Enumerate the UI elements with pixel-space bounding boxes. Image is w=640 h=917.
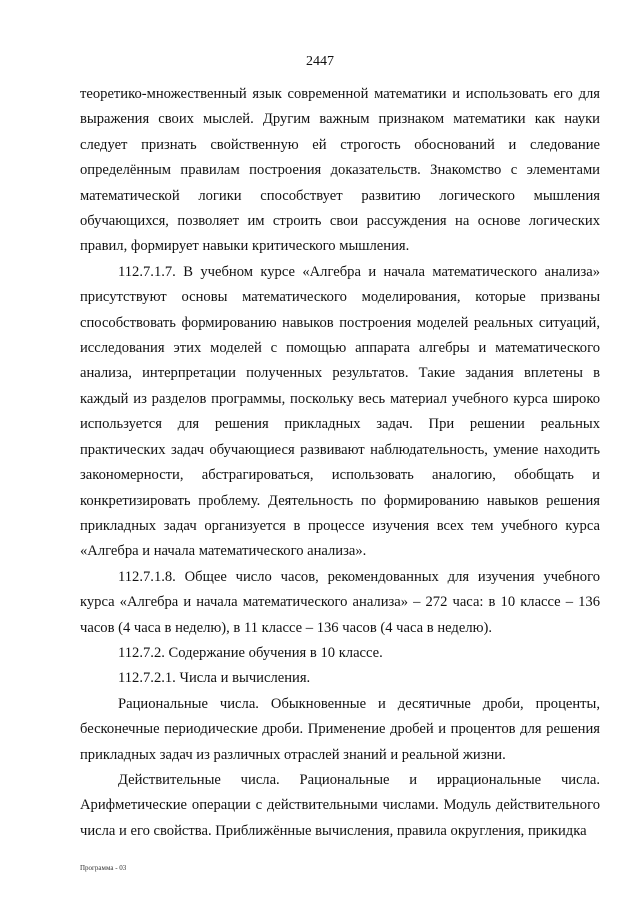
page-number: 2447: [306, 54, 334, 69]
heading-112-7-2: 112.7.2. Содержание обучения в 10 классе.: [118, 644, 383, 661]
footer-label: Программа - 03: [80, 864, 127, 872]
paragraph-continuation: теоретико-множественный язык современной математики и использовать его для выражения своих мыслей. Другим важным признаком математики как науки следует признать свойственную ей строгость обоснований и следование определённым правилам построения доказательств. Знакомство с элементами математической логики способствует развитию логического мышления обучающихся, позволяет им строить свои рассуждения на основе логических правил, формирует навыки критического мышления.: [80, 86, 600, 255]
paragraph-112-7-1-7: 112.7.1.7. В учебном курсе «Алгебра и начала математического анализа» присутствуют основы математического моделирования, которые призваны способствовать формированию навыков построения моделей реальных ситуаций, исследования этих моделей с помощью аппарата алгебры и математического анализа, интерпретации полученных результатов. Такие задания вплетены в каждый из разделов программы, поскольку весь материал учебного курса широко используется для решения прикладных задач. При решении реальных практических задач обучающиеся развивают наблюдательность, умение находить закономерности, абстрагироваться, использовать аналогию, обобщать и конкретизировать проблему. Деятельность по формированию навыков решения прикладных задач организуется в процессе изучения всех тем учебного курса «Алгебра и начала математического анализа».: [80, 263, 600, 560]
heading-112-7-2-1: 112.7.2.1. Числа и вычисления.: [118, 670, 311, 687]
paragraph-112-7-1-8: 112.7.1.8. Общее число часов, рекомендованных для изучения учебного курса «Алгебра и начала математического анализа» – 272 часа: в 10 классе – 136 часов (4 часа в неделю), в 11 классе – 136 часов (4 часа в неделю).: [80, 568, 600, 636]
body-text: [80, 82, 600, 844]
paragraph-real-numbers: Действительные числа. Рациональные и иррациональные числа. Арифметические операции с действительными числами. Модуль действительного числа и его свойства. Приближённые вычисления, правила округления, прикидка: [80, 771, 600, 839]
paragraph-rational-numbers: Рациональные числа. Обыкновенные и десятичные дроби, проценты, бесконечные периодические дроби. Применение дробей и процентов для решения прикладных задач из различных отраслей знаний и реальной жизни.: [80, 695, 600, 763]
